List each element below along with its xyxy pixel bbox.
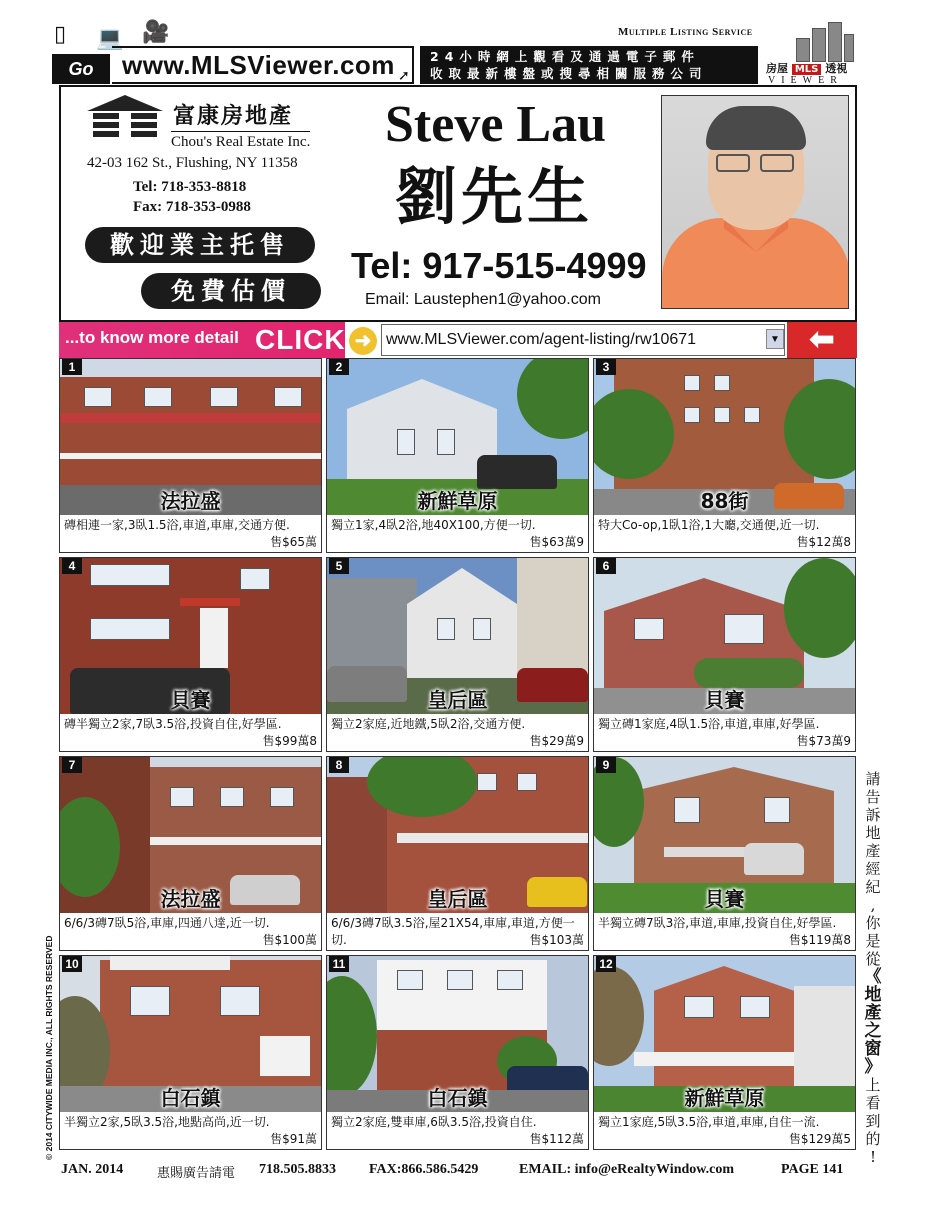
listing-price: 售$12萬8: [796, 535, 851, 549]
ad-phone: 718.505.8833: [259, 1162, 336, 1177]
listing-number: 6: [596, 558, 616, 574]
listing-number: 10: [62, 956, 82, 972]
listing-price: 售$91萬: [270, 1132, 317, 1146]
mls-viewer-word: VIEWER: [768, 75, 843, 86]
mls-viewer-logo: [766, 22, 858, 84]
listing-card[interactable]: [593, 756, 856, 951]
listing-card[interactable]: [593, 358, 856, 553]
free-appraisal-pill: 免費估價: [141, 273, 321, 309]
arrow-left-icon[interactable]: ⬅: [787, 322, 857, 358]
agent-phone[interactable]: Tel: 917-515-4999: [351, 245, 647, 286]
company-fax: Fax: 718-353-0988: [133, 199, 251, 215]
listing-area: 皇后區: [427, 688, 488, 712]
listing-card[interactable]: [326, 756, 589, 951]
phone-icon: ▯: [54, 22, 67, 47]
dropdown-icon[interactable]: ▼: [766, 329, 784, 349]
click-lead-text: ...to know more detail: [65, 328, 239, 347]
listing-price: 售$65萬: [270, 535, 317, 549]
listing-number: 1: [62, 359, 82, 375]
mls-brand-right: 透視: [825, 62, 848, 75]
cursor-icon: ➚: [398, 68, 410, 84]
listing-description: 獨立磚1家庭,4臥1.5浴,車道,車庫,好學區.: [598, 717, 820, 731]
listing-price: 售$100萬: [262, 933, 317, 947]
issue-date: JAN. 2014: [61, 1162, 124, 1177]
listing-number: 11: [329, 956, 349, 972]
laptop-icon: 💻: [96, 26, 124, 51]
page-number: PAGE 141: [781, 1162, 844, 1177]
listing-card[interactable]: [59, 756, 322, 951]
footer-email[interactable]: EMAIL: info@eRealtyWindow.com: [519, 1162, 734, 1177]
listing-number: 9: [596, 757, 616, 773]
mls-brand-mid: MLS: [792, 64, 822, 75]
listing-price: 售$73萬9: [796, 734, 851, 748]
listing-description: 6/6/3磚7臥5浴,車庫,四通八達,近一切.: [64, 916, 270, 930]
listing-area: 白石鎮: [160, 1086, 221, 1110]
listing-description: 半獨立2家,5臥3.5浴,地點高尚,近一切.: [64, 1115, 270, 1129]
listing-number: 5: [329, 558, 349, 574]
listing-area: 貝賽: [704, 887, 745, 911]
listing-area: 皇后區: [427, 887, 488, 911]
listing-price: 售$63萬9: [529, 535, 584, 549]
listing-description: 半獨立磚7臥3浴,車道,車庫,投資自住,好學區.: [598, 916, 837, 930]
listing-card[interactable]: [326, 358, 589, 553]
side-note-3: 上 看 到 的 !: [865, 1076, 881, 1166]
copyright-text: © 2014 CITYWIDE MEDIA INC., ALL RIGHTS RESERVED: [44, 935, 54, 1160]
company-name-en: Chou's Real Estate Inc.: [171, 131, 310, 151]
listing-price: 售$29萬9: [529, 734, 584, 748]
site-url-link[interactable]: www.MLSViewer.com: [112, 46, 414, 84]
agent-name-en: Steve Lau: [385, 96, 606, 153]
copyright-vertical: [44, 920, 58, 1160]
agent-email[interactable]: Email: Laustephen1@yahoo.com: [365, 291, 601, 308]
listing-number: 12: [596, 956, 616, 972]
listing-description: 磚半獨立2家,7臥3.5浴,投資自住,好學區.: [64, 717, 282, 731]
listing-description: 獨立1家庭,5臥3.5浴,車道,車庫,自住一流.: [598, 1115, 820, 1129]
listing-price: 售$103萬: [529, 933, 584, 947]
footer-fax: FAX:866.586.5429: [369, 1162, 479, 1177]
video-camera-icon: 🎥: [142, 20, 170, 45]
listing-area: 新鮮草原: [417, 489, 498, 513]
listing-number: 7: [62, 757, 82, 773]
listing-number: 2: [329, 359, 349, 375]
click-banner[interactable]: [59, 322, 345, 358]
listing-card[interactable]: [59, 358, 322, 553]
slogan-line-1: 24小時網上觀看及通過電子郵件: [430, 49, 700, 64]
arrow-right-icon: ➜: [349, 327, 377, 355]
site-header: [52, 22, 858, 84]
listing-card[interactable]: [59, 955, 322, 1150]
listing-price: 售$129萬5: [788, 1132, 851, 1146]
listing-price: 售$99萬8: [262, 734, 317, 748]
agent-listing-url-text: www.MLSViewer.com/agent-listing/rw10671: [386, 331, 697, 348]
listing-area: 法拉盛: [160, 887, 221, 911]
listing-price: 售$119萬8: [788, 933, 851, 947]
listing-number: 8: [329, 757, 349, 773]
side-note-2: 《 地 產 之 窗 》: [864, 967, 882, 1077]
listing-description: 獨立2家庭,近地鐵,5臥2浴,交通方便.: [331, 717, 526, 731]
page-footer: [59, 1162, 857, 1182]
agent-listing-url[interactable]: [381, 324, 785, 356]
agent-photo: [661, 95, 849, 309]
listing-description: 6/6/3磚7臥3.5浴,屋21X54,車庫,車道,方便一切.: [331, 916, 575, 947]
listing-area: 貝賽: [704, 688, 745, 712]
click-bar: [59, 322, 857, 358]
go-badge[interactable]: Go: [52, 54, 110, 84]
listing-area: 新鮮草原: [684, 1086, 765, 1110]
slogan-box: [420, 46, 758, 84]
click-word: CLICK: [255, 324, 346, 355]
listing-description: 磚相連一家,3臥1.5浴,車道,車庫,交通方便.: [64, 518, 290, 532]
listing-card[interactable]: [593, 955, 856, 1150]
listing-description: 特大Co-op,1臥1浴,1大廳,交通便,近一切.: [598, 518, 820, 532]
listing-area: 88街: [700, 489, 749, 513]
agent-name-cn: 劉先生: [395, 160, 594, 233]
listing-card[interactable]: [59, 557, 322, 752]
company-address: 42-03 162 St., Flushing, NY 11358: [87, 155, 298, 171]
house-logo-icon: [87, 95, 163, 137]
side-note-1: 請 告 訴 地 產 經 紀 , 你 是 從: [865, 770, 881, 968]
listing-card[interactable]: [593, 557, 856, 752]
mls-brand-left: 房屋: [766, 62, 788, 75]
listing-price: 售$112萬: [529, 1132, 584, 1146]
listing-card[interactable]: [326, 955, 589, 1150]
ad-label: 惠賜廣告請電: [157, 1166, 236, 1181]
listing-area: 白石鎮: [427, 1086, 488, 1110]
company-name-cn: 富康房地產: [173, 104, 294, 129]
agent-card: [59, 85, 857, 322]
company-tel: Tel: 718-353-8818: [133, 179, 247, 195]
slogan-line-2: 收取最新樓盤或搜尋相關服務公司: [430, 66, 708, 81]
listing-area: 法拉盛: [160, 489, 221, 513]
welcome-listing-pill: 歡迎業主托售: [85, 227, 315, 263]
listing-number: 4: [62, 558, 82, 574]
listing-description: 獨立1家,4臥2浴,地40X100,方便一切.: [331, 518, 536, 532]
listing-number: 3: [596, 359, 616, 375]
listing-area: 貝賽: [170, 688, 211, 712]
listing-description: 獨立2家庭,雙車庫,6臥3.5浴,投資自住.: [331, 1115, 537, 1129]
listing-card[interactable]: [326, 557, 589, 752]
side-note-vertical: [862, 770, 884, 1166]
mls-title: Multiple Listing Service: [618, 26, 753, 38]
buildings-icon: [796, 22, 856, 62]
